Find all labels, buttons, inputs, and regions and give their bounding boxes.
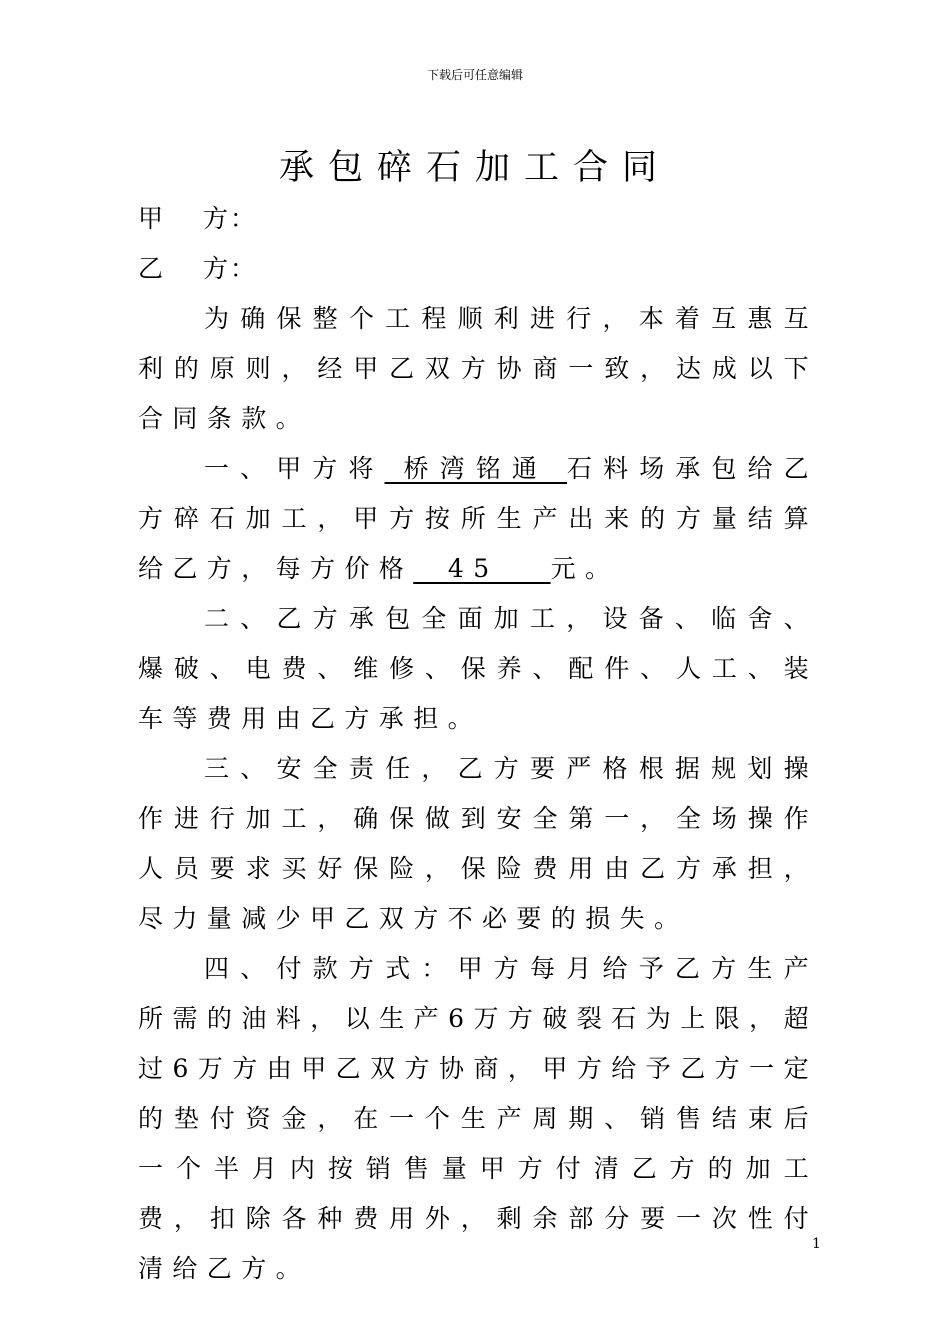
header-note: 下载后可任意编辑	[426, 68, 523, 82]
quarry-name-field: 桥湾铭通	[384, 454, 567, 483]
party-a-label-2: 方：	[203, 204, 258, 233]
contract-body	[138, 194, 818, 1294]
clause-3-paragraph: 三、安全责任，乙方要严格根据规划操作进行加工，确保做到安全第一，全场操作人员要求买好保险，保险费用由乙方承担，尽力量减少甲乙双方不必要的损失。	[138, 754, 818, 933]
party-b-line	[138, 244, 818, 294]
document-title: 承包碎石加工合同	[278, 148, 671, 188]
clause-2-paragraph: 二、乙方承包全面加工，设备、临舍、爆破、电费、维修、保养、配件、人工、装车等费用由乙方承担。	[138, 604, 818, 733]
party-a-label-1: 甲	[138, 204, 166, 233]
party-b-label-1: 乙	[138, 254, 166, 283]
clause-1-middle: 石料场承包给乙方碎石加工，甲方按所生产出来的方量结算给乙方，每方价格	[138, 454, 818, 583]
clause-1-before: 一、甲方将	[204, 454, 385, 483]
page-number: 1	[812, 1236, 821, 1252]
party-b-label-2: 方：	[203, 254, 258, 283]
party-a-line	[138, 194, 818, 244]
intro-paragraph: 为确保整个工程顺利进行，本着互惠互利的原则，经甲乙双方协商一致，达成以下合同条款。	[138, 304, 818, 433]
clause-1-paragraph	[138, 444, 818, 594]
clause-4-paragraph: 四、付款方式：甲方每月给予乙方生产所需的油料，以生产6万方破裂石为上限，超过6万方由甲乙双方协商，甲方给予乙方一定的垫付资金，在一个生产周期、销售结束后一个半月内按销售量甲方付清乙方的加工费，扣除各种费用外，剩余部分要一次性付清给乙方。	[138, 954, 818, 1283]
clause-1-after: 元。	[550, 554, 620, 583]
unit-price-field: 45	[413, 554, 551, 583]
